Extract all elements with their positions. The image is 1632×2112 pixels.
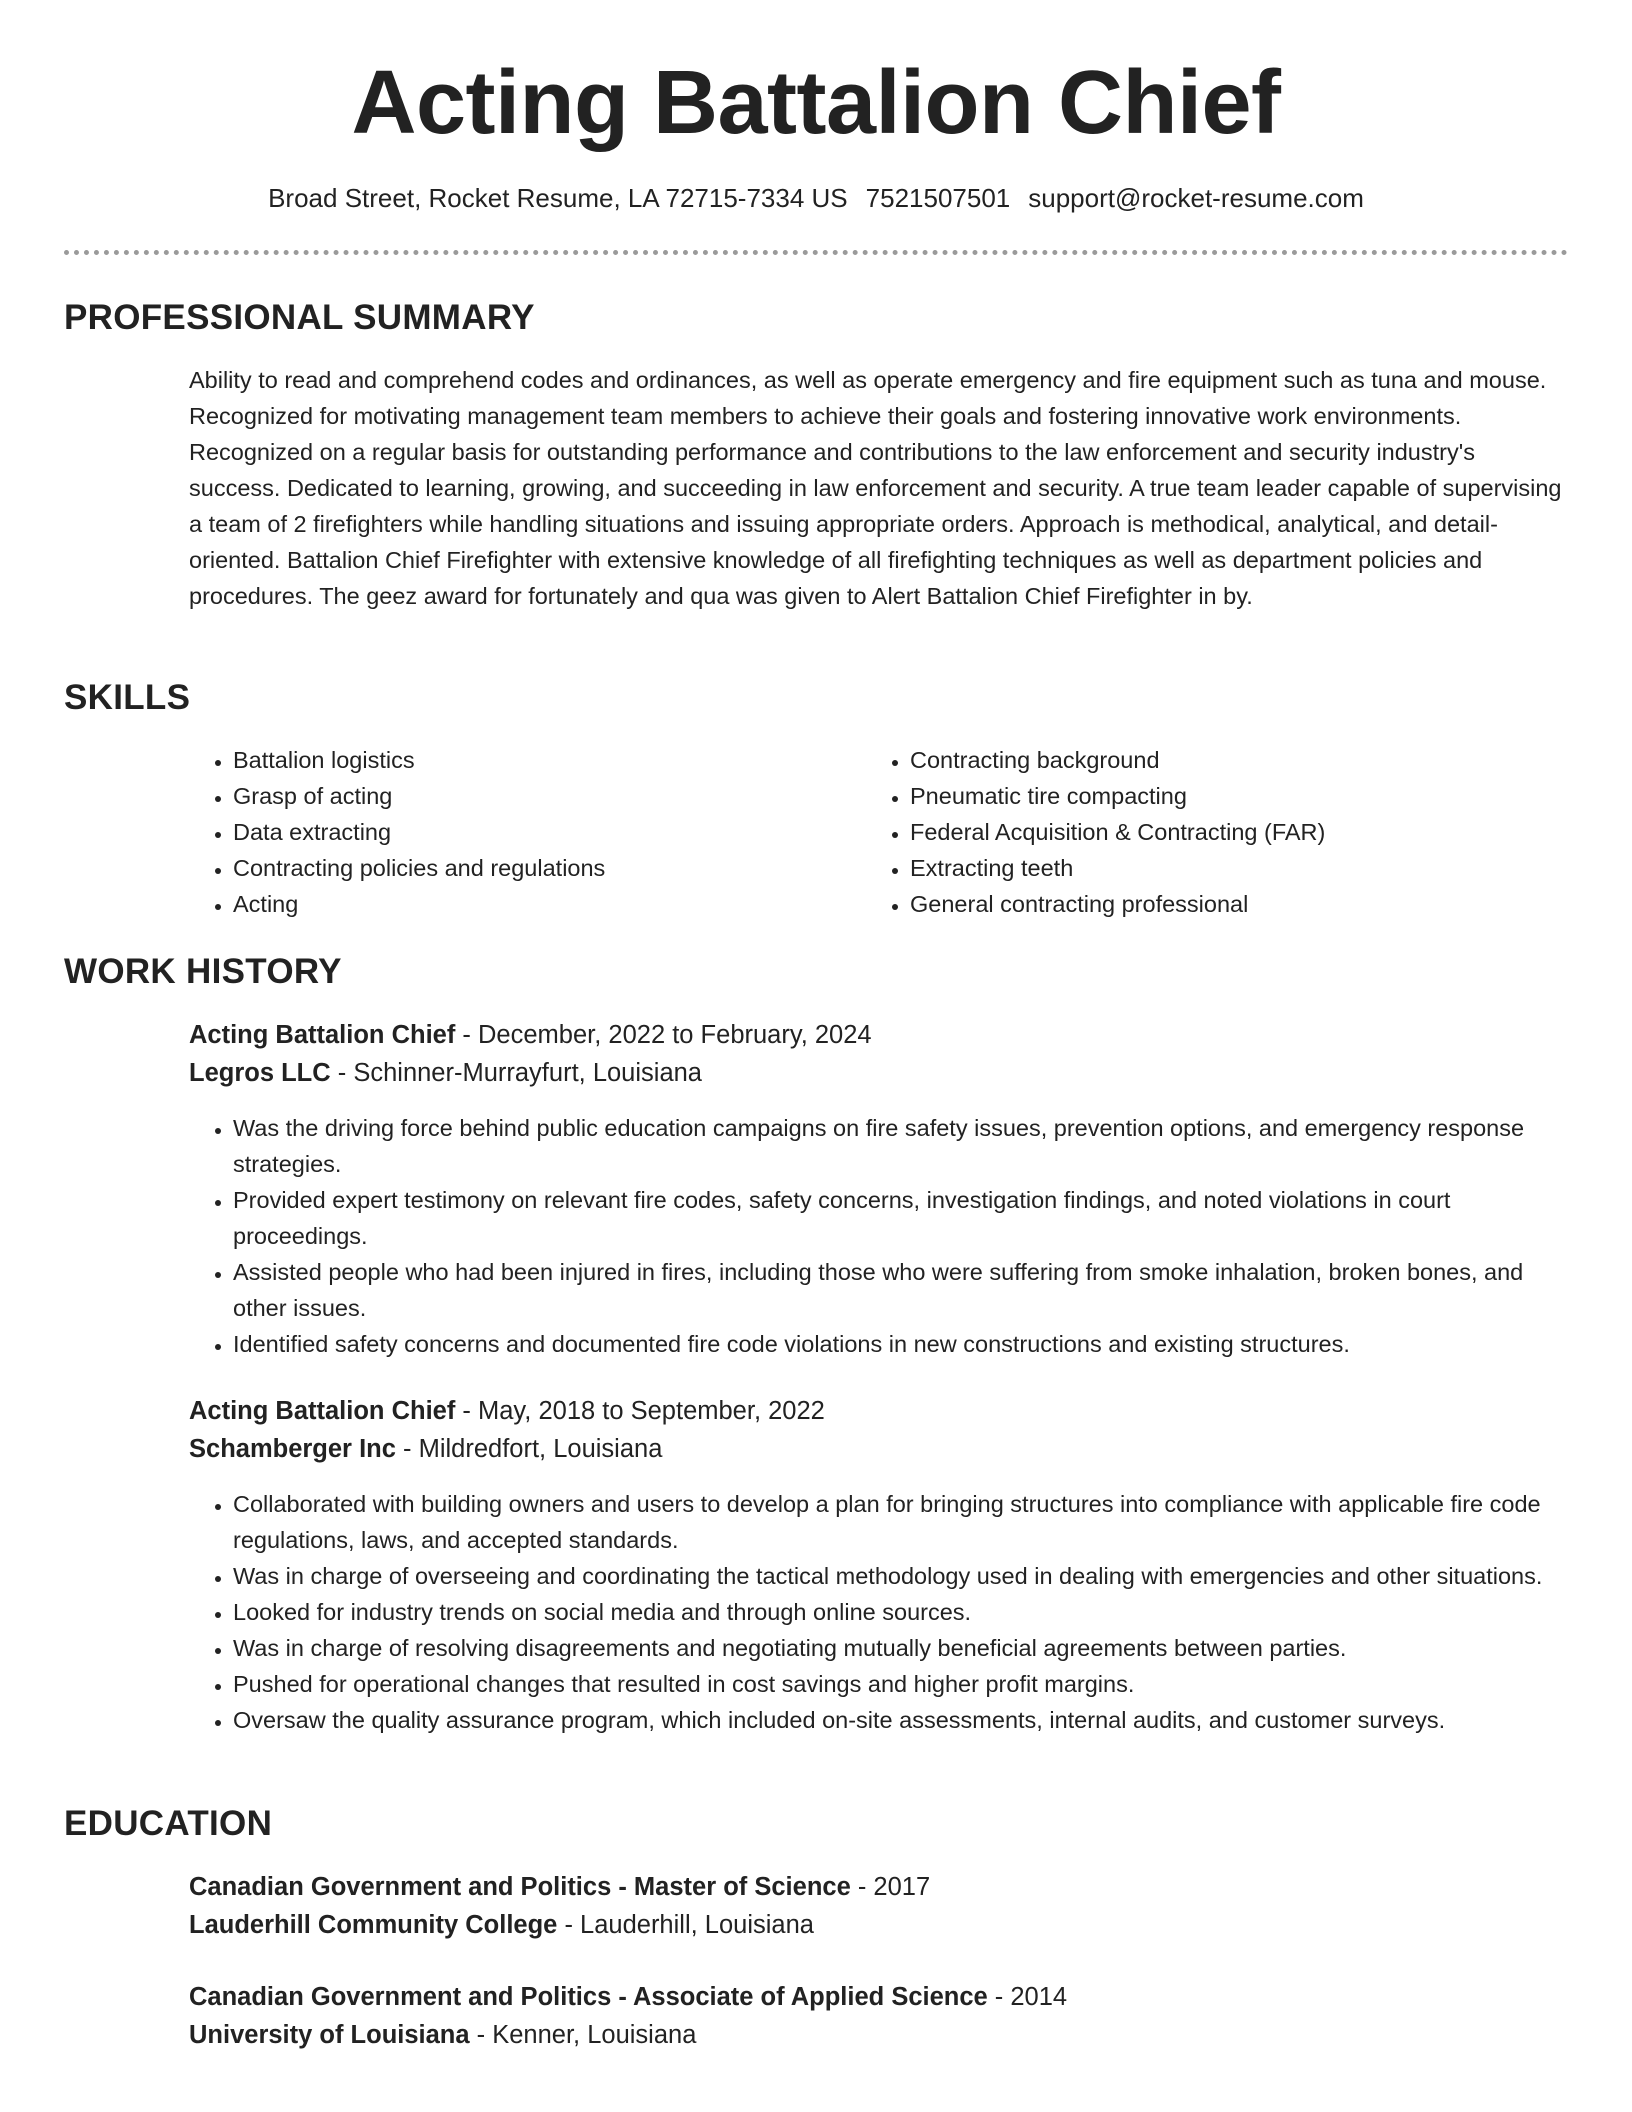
skills-list-left [189,742,849,922]
skills-column-right [866,742,1526,922]
job-bullet: • Identified safety concerns and documented fire code violations in new constructions and existing structures. [233,1326,1569,1362]
skill-item: • Battalion logistics [233,742,849,778]
skills-column-left [189,742,849,922]
education-entry [189,1868,1569,1944]
candidate-name: Acting Battalion Chief [351,53,1281,153]
job-company: Schamberger Inc [189,1435,396,1463]
skill-item: • Pneumatic tire compacting [910,778,1526,814]
job-dates: - May, 2018 to September, 2022 [455,1397,825,1425]
contact-email[interactable]: support@rocket-resume.com [1028,183,1364,213]
job-location: - Mildredfort, Louisiana [395,1435,663,1463]
job-bullet: • Was in charge of resolving disagreements and negotiating mutually beneficial agreements between parties. [233,1630,1569,1666]
skill-item: • Contracting policies and regulations [233,850,849,886]
job-entry [189,1016,1569,1092]
work-history-heading: WORK HISTORY [64,952,342,991]
job-bullet: • Assisted people who had been injured in fires, including those who were suffering from smoke inhalation, broken bones, and other issues. [233,1254,1569,1326]
education-year: - 2017 [850,1873,931,1901]
job-bullet: • Was the driving force behind public education campaigns on fire safety issues, prevention options, and emergency response strategies. [233,1110,1569,1182]
education-degree: Canadian Government and Politics - Associate of Applied Science [189,1983,988,2011]
education-location: - Lauderhill, Louisiana [557,1911,814,1939]
education-location: - Kenner, Louisiana [469,2021,697,2049]
job-bullet: • Was in charge of overseeing and coordinating the tactical methodology used in dealing with emergencies and other situations. [233,1558,1569,1594]
education-school-line [189,2016,1569,2054]
education-year: - 2014 [987,1983,1068,2011]
skill-item: • Contracting background [910,742,1526,778]
skill-item: • Federal Acquisition & Contracting (FAR) [910,814,1526,850]
job-bullets [189,1110,1569,1362]
job-company-line [189,1430,1569,1468]
job-company: Legros LLC [189,1059,331,1087]
job-entry [189,1392,1569,1468]
education-entry [189,1978,1569,2054]
job-bullet: • Collaborated with building owners and users to develop a plan for bringing structures into compliance with applicable fire code regulations, laws, and accepted standards. [233,1486,1569,1558]
education-degree: Canadian Government and Politics - Master of Science [189,1873,851,1901]
summary-text: Ability to read and comprehend codes and ordinances, as well as operate emergency and fire equipment such as tuna and mouse. Recognized for motivating management team members to achieve their goals and fostering innovative work environments. Recognized on a regular basis for outstanding performance and contributions to the law enforcement and security industry's success. Dedicated to learning, growing, and succeeding in law enforcement and security. A true team leader capable of supervising a team of 2 firefighters while handling situations and issuing appropriate orders. Approach is methodical, analytical, and detail-oriented. Battalion Chief Firefighter with extensive knowledge of all firefighting techniques as well as department policies and procedures. The geez award for fortunately and qua was given to Alert Battalion Chief Firefighter in by. [189,367,1562,609]
skill-item: • Extracting teeth [910,850,1526,886]
contact-phone: 7521507501 [865,183,1011,213]
skill-item: • Grasp of acting [233,778,849,814]
job-company-line [189,1054,1569,1092]
job-bullet: • Provided expert testimony on relevant fire codes, safety concerns, investigation findings, and noted violations in court proceedings. [233,1182,1569,1254]
skills-heading: SKILLS [64,678,191,717]
skill-item: • General contracting professional [910,886,1526,922]
education-school: Lauderhill Community College [189,1911,558,1939]
education-heading: EDUCATION [64,1804,273,1843]
header-divider [64,250,1568,255]
job-role: Acting Battalion Chief [189,1021,456,1049]
job-location: - Schinner-Murrayfurt, Louisiana [330,1059,702,1087]
skill-item: • Acting [233,886,849,922]
contact-address: Broad Street, Rocket Resume, LA 72715-7334 US [268,183,848,213]
job-bullet: • Looked for industry trends on social media and through online sources. [233,1594,1569,1630]
job-title-line [189,1392,1569,1430]
education-degree-line [189,1978,1569,2016]
contact-line [0,180,1632,216]
skills-list-right [866,742,1526,922]
job-bullet: • Oversaw the quality assurance program, which included on-site assessments, internal audits, and customer surveys. [233,1702,1569,1738]
summary-heading: PROFESSIONAL SUMMARY [64,298,535,337]
education-school-line [189,1906,1569,1944]
education-degree-line [189,1868,1569,1906]
education-school: University of Louisiana [189,2021,470,2049]
skill-item: • Data extracting [233,814,849,850]
job-dates: - December, 2022 to February, 2024 [455,1021,872,1049]
job-bullet: • Pushed for operational changes that resulted in cost savings and higher profit margins. [233,1666,1569,1702]
job-bullets [189,1486,1569,1738]
job-title-line [189,1016,1569,1054]
job-role: Acting Battalion Chief [189,1397,456,1425]
